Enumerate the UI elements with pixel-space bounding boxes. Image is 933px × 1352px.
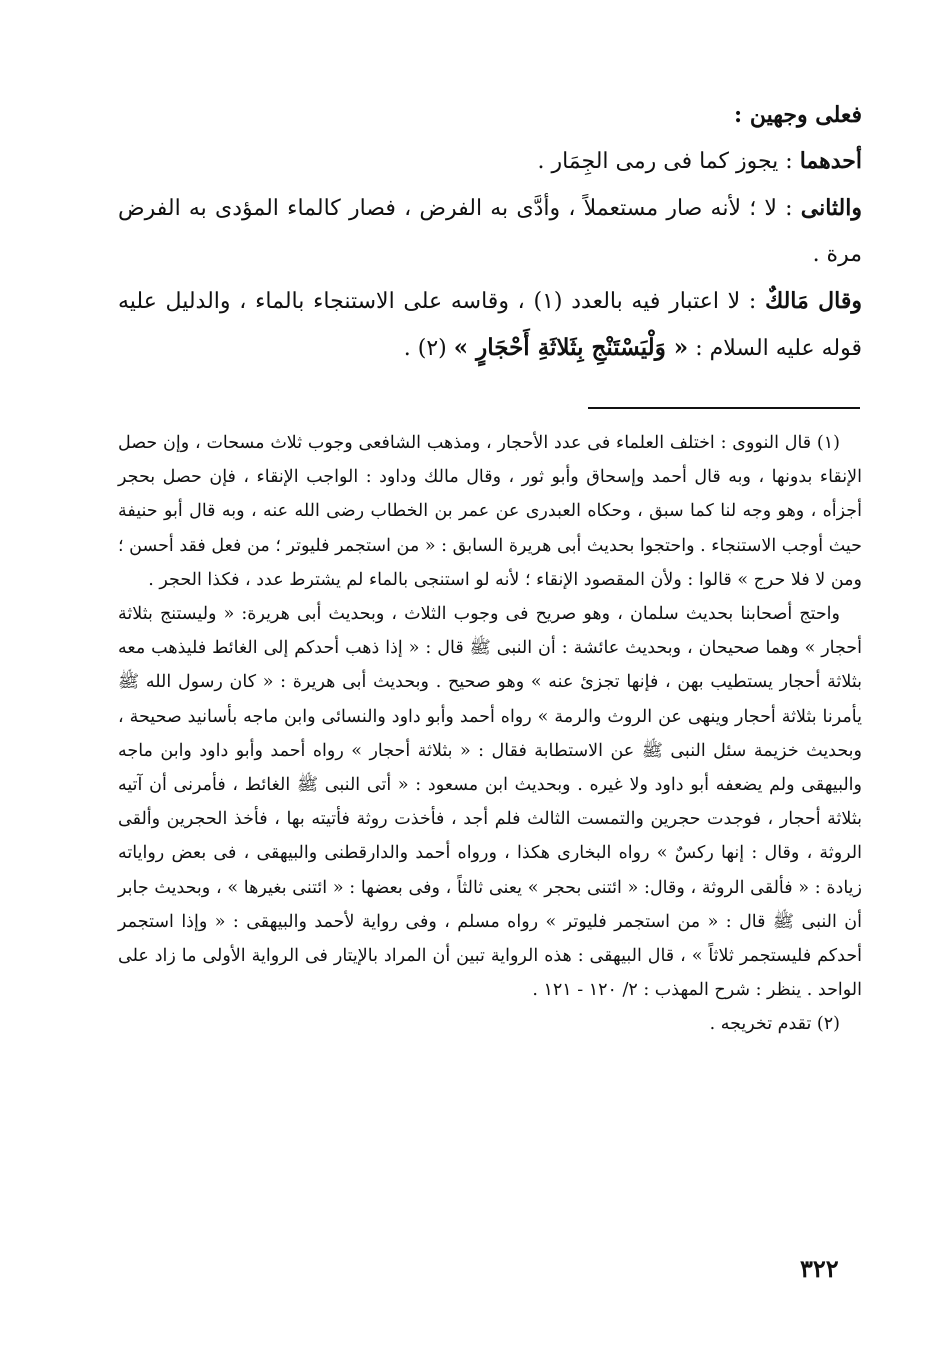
second-label: والثانى [800,195,862,221]
intro-line: فعلى وجهين : [734,102,862,128]
second-text: : لا ؛ لأنه صار مستعملاً ، وأدَّى به الفرض ، فصار كالماء المؤدى به الفرض مرة . [118,196,862,267]
footnote-divider [588,407,860,409]
page-number: ٣٢٢ [800,1254,839,1283]
footnote-2: (٢) تقدم تخريجه . [709,1014,840,1035]
footnote-1-part-1: (١) قال النووى : اختلف العلماء فى عدد الأحجار ، ومذهب الشافعى وجوب ثلاث مسحات ، وإن حصل الإنقاء بدونها ، وبه قال أحمد وإسحاق وأبو ثور ، وقال مالك وداود : الواجب الإنقاء ، فإن حصل بحجر أجزأه ، وهو وجه لنا كما سبق ، وحكاه العبدرى عن عمر بن الخطاب رضى الله عنه ، وبه قال أبو حنيفة حيث أوجب الاستنجاء . واحتجوا بحديث أبى هريرة السابق : « من استجمر فليوتر ؛ من فعل فقد أحسن ؛ ومن لا فلا حرج » قالوا : ولأن المقصود الإنقاء ؛ لأنه لو استنجى بالماء لم يشترط عدد ، فكذا الحجر . [118,433,862,590]
first-label: أحدهما [799,148,862,174]
main-text [118,92,862,372]
malik-end: . [403,336,411,361]
malik-label: وقال مَالكٌ [765,288,863,314]
footnote-1-part-2: واحتج أصحابنا بحديث سلمان ، وهو صريح فى وجوب الثلاث ، وبحديث أبى هريرة: « وليستنج بثلاثة أحجار » وهما صحيحان ، وبحديث عائشة : أن النبى ﷺ قال : « إذا ذهب أحدكم إلى الغائط فليذهب معه بثلاثة أحجار يستطيب بهن ، فإنها تجزئ عنه » وهو صحيح . وبحديث أبى هريرة : « كان رسول الله ﷺ يأمرنا بثلاثة أحجار وينهى عن الروث والرمة » رواه أحمد وأبو داود والنسائى وابن ماجه بأسانيد صحيحة ، وبحديث خزيمة سئل النبى ﷺ عن الاستطابة فقال : « بثلاثة أحجار » رواه أحمد وأبو داود وابن ماجه والبيهقى ولم يضعفه أبو داود ولا غيره . وبحديث ابن مسعود : « أتى النبى ﷺ الغائط ، فأمرنى أن آتيه بثلاثة أحجار ، فوجدت حجرين والتمست الثالث فلم أجد ، فأخذت روثة فأتيته بها ، فأخذ الحجرين وألقى الروثة ، وقال : إنها ركسٌ » رواه البخارى هكذا ، ورواه أحمد والدارقطنى والبيهقى ، فى بعض رواياته زيادة : « فألقى الروثة ، وقال: « ائتنى بحجر » يعنى ثالثاً ، وفى بعضها : « ائتنى بغيرها » ، وبحديث جابر أن النبى ﷺ قال : « من استجمر فليوتر » رواه مسلم ، وفى رواية لأحمد والبيهقى : « وإذا استجمر أحدكم فليستجمر ثلاثاً » ، قال البيهقى : هذه الرواية تبين أن المراد بالإيتار فى الرواية الأولى ما زاد على الواحد . ينظر : شرح المهذب : ٢/ ١٢٠ - ١٢١ . [118,604,862,1001]
paragraph-first [118,138,862,185]
hadith-quote: « وَلْيَسْتَنْجِ بِثَلاثَةِ أَحْجَارٍ » [453,334,689,361]
malik-text-a: : لا اعتبار فيه بالعدد [571,289,757,314]
footnote-ref-1[interactable]: (١) [533,289,563,314]
footnotes [118,426,862,1042]
paragraph-second [118,185,862,278]
paragraph-malik [118,278,862,372]
footnote-ref-2[interactable]: (٢) [417,336,447,361]
first-text: : يجوز كما فى رمى الجِمَار . [537,149,793,174]
malik-text-b: ، وقاسه على الاستنجاء بالماء ، والدليل عليه قوله عليه السلام : [118,289,862,361]
